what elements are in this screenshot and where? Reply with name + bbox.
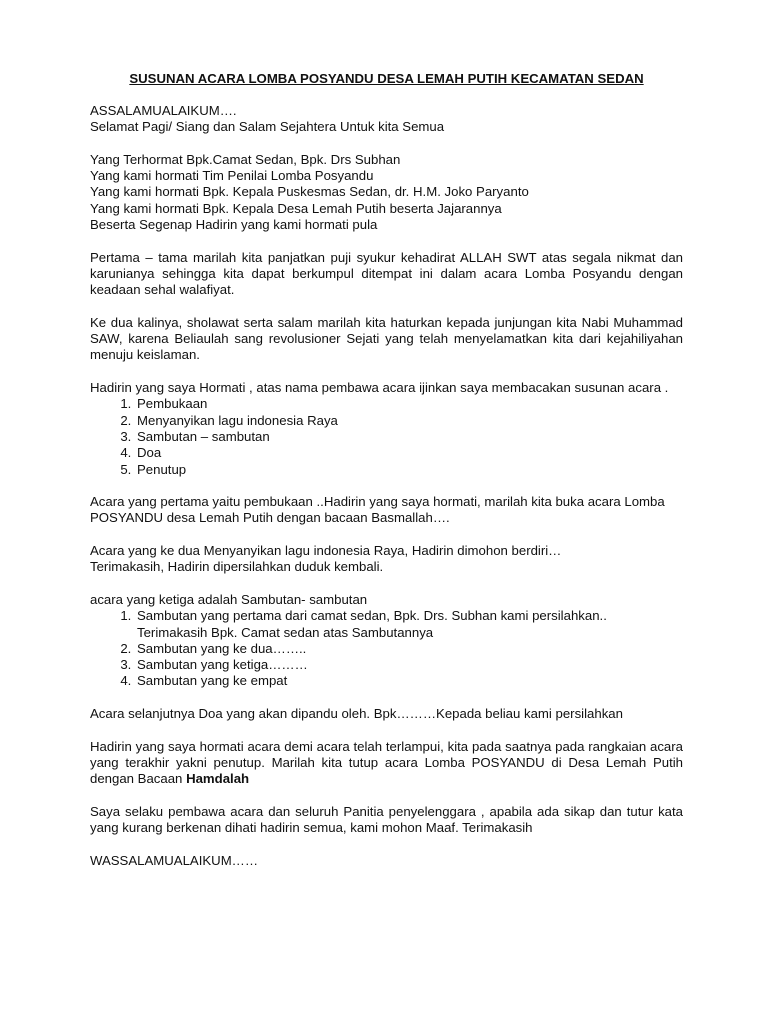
agenda-item: 3. Sambutan – sambutan xyxy=(135,429,683,445)
paragraph-kedua: Ke dua kalinya, sholawat serta salam marilah kita haturkan kepada junjungan kita Nabi Muhammad SAW, karena Beliaulah sang revolusioner Sejati yang telah menyelamatkan kita dari kejahiliyahan menuju keislaman. xyxy=(90,314,683,363)
acara-kedua-line: Acara yang ke dua Menyanyikan lagu indonesia Raya, Hadirin dimohon berdiri… xyxy=(90,543,562,559)
paragraph-acara-pertama: Acara yang pertama yaitu pembukaan ..Hadirin yang saya hormati, marilah kita buka acara Lomba POSYANDU desa Lemah Putih dengan bacaan Basmallah…. xyxy=(90,494,665,526)
salutation-line: Yang kami hormati Tim Penilai Lomba Posyandu xyxy=(90,168,374,184)
sambutan-item xyxy=(135,673,683,689)
penutup-hamdalah: Hamdalah xyxy=(186,771,250,787)
salutation-line: Beserta Segenap Hadirin yang kami hormati pula xyxy=(90,217,378,233)
agenda-item: 4. Doa xyxy=(135,445,683,461)
sambutan-item xyxy=(135,608,683,641)
agenda-item: 5. Penutup xyxy=(135,462,683,478)
sambutan-line: 3. Sambutan yang ketiga……… xyxy=(137,657,308,673)
paragraph-pertama: Pertama – tama marilah kita panjatkan puji syukur kehadirat ALLAH SWT atas segala nikmat dan karunianya sehingga kita dapat berkumpul ditempat ini dalam acara Lomba Posyandu dengan keadaan sehal walafiyat. xyxy=(90,249,683,298)
sambutan-list xyxy=(90,608,683,689)
sambutan-line: 1. Sambutan yang pertama dari camat sedan, Bpk. Drs. Subhan kami persilahkan.. xyxy=(137,608,607,624)
salutation-line: Yang kami hormati Bpk. Kepala Puskesmas Sedan, dr. H.M. Joko Paryanto xyxy=(90,184,529,200)
sambutan-line: 2. Sambutan yang ke dua…….. xyxy=(137,640,307,656)
paragraph-doa: Acara selanjutnya Doa yang akan dipandu oleh. Bpk………Kepada beliau kami persilahkan xyxy=(90,705,623,721)
sambutan-line: Terimakasih Bpk. Camat sedan atas Sambutannya xyxy=(137,624,434,640)
sambutan-item xyxy=(135,641,683,657)
opening-line-assalamualaikum: ASSALAMUALAIKUM…. xyxy=(90,103,237,118)
agenda-list xyxy=(90,396,683,477)
paragraph-penutup xyxy=(90,739,683,788)
paragraph-hadirin: Hadirin yang saya Hormati , atas nama pembawa acara ijinkan saya membacakan susunan acara . xyxy=(90,380,669,396)
document-title: SUSUNAN ACARA LOMBA POSYANDU DESA LEMAH PUTIH KECAMATAN SEDAN xyxy=(129,71,644,86)
agenda-item: 1. Pembukaan xyxy=(135,396,683,412)
penutup-text: Hadirin yang saya hormati acara demi acara telah terlampui, kita pada saatnya pada rangkaian acara yang terakhir yakni penutup. Marilah kita tutup acara Lomba POSYANDU di Desa Lemah Putih dengan Bacaan xyxy=(90,738,683,787)
sambutan-item xyxy=(135,657,683,673)
opening-greeting xyxy=(90,103,683,136)
paragraph-acara-kedua xyxy=(90,543,683,576)
opening-line-selamat: Selamat Pagi/ Siang dan Salam Sejahtera Untuk kita Semua xyxy=(90,119,445,135)
paragraph-acara-ketiga: acara yang ketiga adalah Sambutan- sambutan xyxy=(90,591,368,607)
salutation-line: Yang Terhormat Bpk.Camat Sedan, Bpk. Drs Subhan xyxy=(90,151,401,167)
sambutan-line: 4. Sambutan yang ke empat xyxy=(137,673,288,689)
agenda-item: 2. Menyanyikan lagu indonesia Raya xyxy=(135,413,683,429)
paragraph-maaf: Saya selaku pembawa acara dan seluruh Panitia penyelenggara , apabila ada sikap dan tutur kata yang kurang berkenan dihati hadirin semua, kami mohon Maaf. Terimakasih xyxy=(90,803,683,836)
acara-kedua-line: Terimakasih, Hadirin dipersilahkan duduk kembali. xyxy=(90,559,384,575)
salutation-line: Yang kami hormati Bpk. Kepala Desa Lemah Putih beserta Jajarannya xyxy=(90,200,502,216)
closing-greeting: WASSALAMUALAIKUM…… xyxy=(90,852,259,868)
salutations xyxy=(90,152,683,233)
